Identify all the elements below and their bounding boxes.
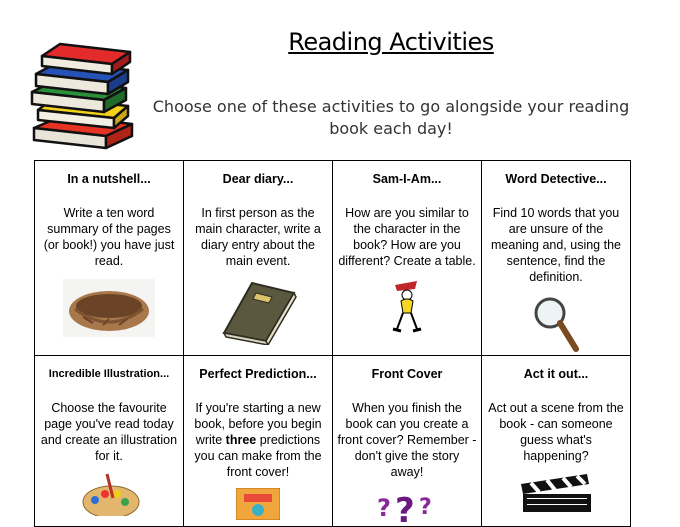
activity-title: Act it out...: [523, 367, 589, 381]
activity-cell-word-detective: [482, 161, 631, 356]
question-marks-icon: [375, 488, 439, 522]
page-subtitle: Choose one of these activities to go alongside your reading book each day!: [152, 97, 630, 138]
activity-title: In a nutshell...: [67, 172, 151, 186]
activity-description: If you're starting a new book, before you begin write three predictions you can make from the front cover!: [194, 401, 322, 479]
svg-text:?: ?: [377, 494, 391, 522]
activity-title: Incredible Illustration...: [48, 368, 170, 380]
activity-title: Sam-I-Am...: [372, 172, 442, 186]
activity-description: How are you similar to the character in the book? How are you different? Create a table.: [338, 206, 476, 268]
diary-book-icon: [216, 279, 300, 345]
activity-cell-illustration: [35, 356, 184, 527]
activity-cell-front-cover: [333, 356, 482, 527]
magnifying-glass-icon: [532, 295, 580, 355]
svg-text:?: ?: [419, 495, 432, 520]
activity-cell-diary: [184, 161, 333, 356]
book-cover-icon: [236, 488, 280, 520]
paint-palette-icon: [77, 472, 141, 516]
activity-title: Front Cover: [371, 367, 443, 381]
activity-cell-act-it-out: [482, 356, 631, 527]
walnut-shell-icon: [63, 279, 155, 337]
activity-description: Act out a scene from the book - can someone guess what's happening?: [488, 401, 624, 463]
activity-cell-prediction: [184, 356, 333, 527]
activity-description: Choose the favourite page you've read today and create an illustration for it.: [40, 401, 178, 463]
clapperboard-icon: [517, 472, 595, 512]
activity-description: Find 10 words that you are unsure of the meaning and, using the sentence, find the definition.: [491, 206, 621, 284]
activity-description: When you finish the book can you create a front cover? Remember - don't give the story away!: [337, 401, 477, 479]
activity-title: Word Detective...: [505, 172, 607, 186]
stack-of-books-icon: [28, 40, 134, 152]
activity-cell-sam-i-am: [333, 161, 482, 356]
page-title: Reading Activities: [288, 28, 494, 56]
activity-title: Perfect Prediction...: [199, 367, 317, 381]
activities-grid: [34, 160, 631, 527]
sam-i-am-character-icon: [387, 277, 427, 337]
activity-description: In first person as the main character, write a diary entry about the main event.: [195, 206, 321, 268]
activity-description: Write a ten word summary of the pages (or book!) you have just read.: [43, 206, 175, 268]
activity-cell-nutshell: [35, 161, 184, 356]
activity-title: Dear diary...: [222, 172, 294, 186]
svg-text:?: ?: [395, 491, 415, 522]
